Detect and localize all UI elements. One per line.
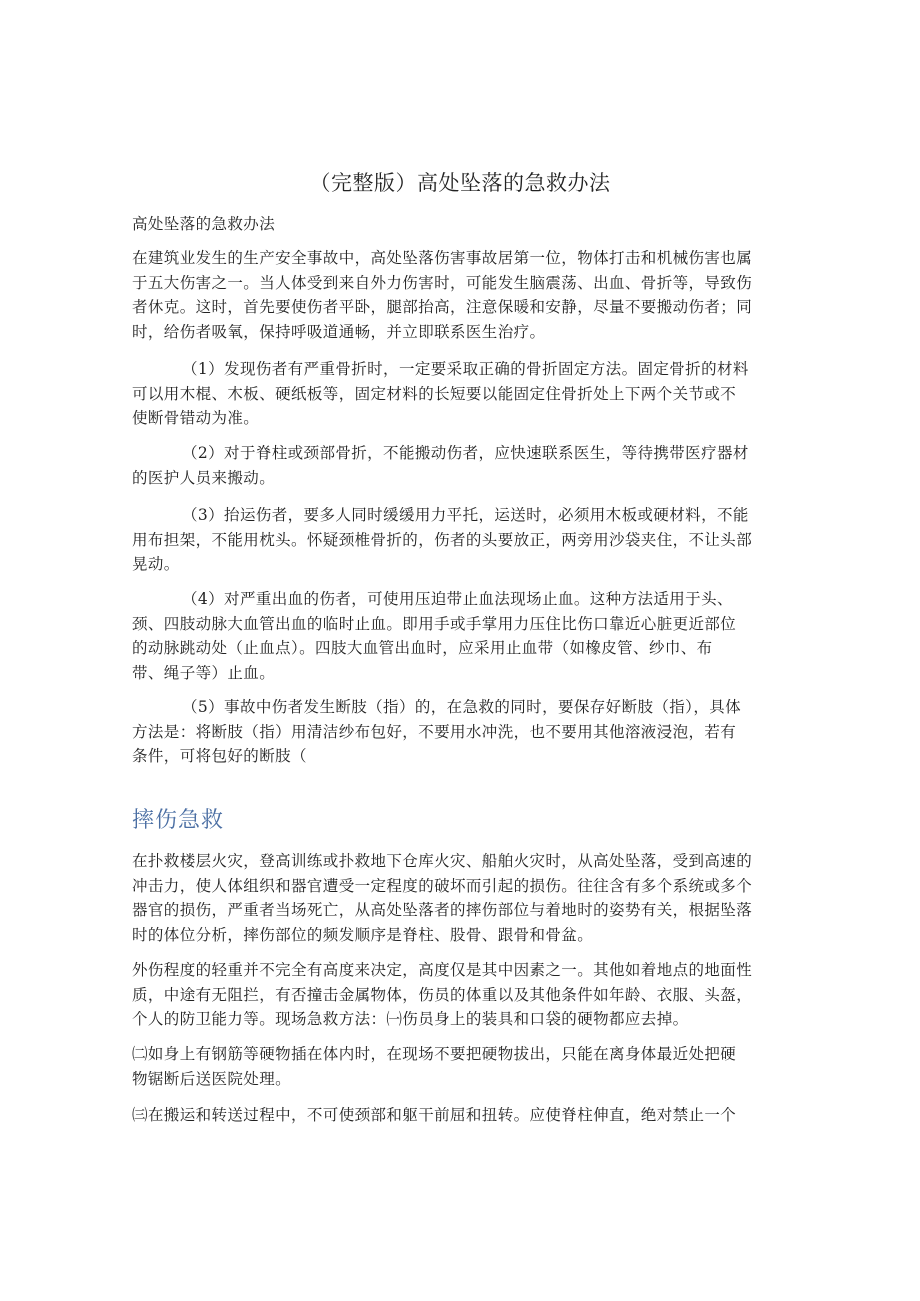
paragraph-line: ㈡如身上有钢筋等硬物插在体内时，在现场不要把硬物拔出，只能在离身体最近处把硬	[132, 1045, 737, 1063]
paragraph-line: 外伤程度的轻重并不完全有高度来决定，高度仅是其中因素之一。其他如着地点的地面性	[132, 961, 753, 979]
item-line: 晃动。	[132, 555, 180, 573]
paragraph-line: 个人的防卫能力等。现场急救方法：㈠伤员身上的装具和口袋的硬物都应去掉。	[132, 1010, 689, 1028]
paragraph-line: ㈢在搬运和转送过程中，不可使颈部和躯干前屈和扭转。应使脊柱伸直，绝对禁止一个	[132, 1106, 737, 1124]
section-paragraph-4	[132, 1103, 736, 1128]
item-line: （4）对严重出血的伤者，可使用压迫带止血法现场止血。这种方法适用于头、	[182, 590, 733, 608]
intro-line: 时，给伤者吸氧，保持呼吸道通畅，并立即联系医生治疗。	[132, 322, 546, 341]
item-line: （2）对于脊柱或颈部骨折，不能搬动伤者，应快速联系医生，等待携带医疗器材	[182, 444, 749, 462]
document-title: （完整版）高处坠落的急救办法	[309, 171, 611, 195]
item-line: 的医护人员来搬动。	[132, 468, 276, 487]
document-subtitle	[132, 212, 275, 237]
section-paragraph-2	[132, 958, 752, 1032]
subtitle-line: 高处坠落的急救办法	[132, 215, 276, 233]
intro-line: 于五大伤害之一。当人体受到来自外力伤害时，可能发生脑震荡、出血、骨折等，导致伤	[132, 273, 753, 292]
item-line: 使断骨错动为准。	[132, 409, 260, 427]
list-item-1	[132, 357, 749, 431]
item-line: （3）抬运伤者，要多人同时缓缓用力平托，运送时，必须用木板或硬材料，不能	[182, 506, 749, 524]
item-line: 带、绳子等）止血。	[132, 663, 276, 682]
item-line: （5）事故中伤者发生断肢（指）的，在急救的同时，要保存好断肢（指），具体	[182, 698, 742, 716]
item-line: （1）发现伤者有严重骨折时，一定要采取正确的骨折固定方法。固定骨折的材料	[182, 360, 749, 378]
intro-line: 在建筑业发生的生产安全事故中，高处坠落伤害事故居第一位，物体打击和机械伤害也属	[132, 249, 753, 267]
section-heading: 摔伤急救	[132, 808, 225, 833]
item-line: 可以用木棍、木板、硬纸板等，固定材料的长短要以能固定住骨折处上下两个关节或不	[132, 384, 737, 403]
intro-paragraph	[132, 246, 752, 344]
item-line: 条件，可将包好的断肢（	[132, 747, 307, 765]
paragraph-line: 器官的损伤，严重者当场死亡，从高处坠落者的摔伤部位与着地时的姿势有关，根据坠落	[132, 901, 753, 919]
item-line: 颈、四肢动脉大血管出血的临时止血。即用手或手掌用力压住比伤口靠近心脏更近部位	[132, 614, 737, 633]
paragraph-line: 物锯断后送医院处理。	[132, 1069, 292, 1088]
list-item-3	[132, 503, 752, 577]
item-line: 用布担架，不能用枕头。怀疑颈椎骨折的，伤者的头要放正，两旁用沙袋夹住，不让头部	[132, 530, 753, 549]
section-paragraph-1	[132, 849, 752, 947]
list-item-2	[132, 441, 749, 490]
item-line: 的动脉跳动处（止血点）。四肢大血管出血时，应采用止血带（如橡皮管、纱巾、布	[132, 639, 713, 657]
section-paragraph-3	[132, 1042, 736, 1091]
paragraph-line: 质，中途有无阻拦，有否撞击金属物体，伤员的体重以及其他条件如年龄、衣服、头盔，	[132, 985, 753, 1004]
paragraph-line: 冲击力，使人体组织和器官遭受一定程度的破坏而引起的损伤。往往含有多个系统或多个	[132, 876, 753, 895]
item-line: 方法是：将断肢（指）用清洁纱布包好，不要用水冲洗，也不要用其他溶液浸泡，若有	[132, 722, 737, 741]
list-item-4	[132, 587, 736, 685]
paragraph-line: 在扑救楼层火灾，登高训练或扑救地下仓库火灾、船舶火灾时，从高处坠落，受到高速的	[132, 852, 753, 870]
intro-line: 者休克。这时，首先要使伤者平卧，腿部抬高，注意保暖和安静，尽量不要搬动伤者；同	[132, 298, 753, 316]
list-item-5	[132, 695, 741, 769]
paragraph-line: 时的体位分析，摔伤部位的频发顺序是脊柱、股骨、跟骨和骨盆。	[132, 925, 594, 944]
